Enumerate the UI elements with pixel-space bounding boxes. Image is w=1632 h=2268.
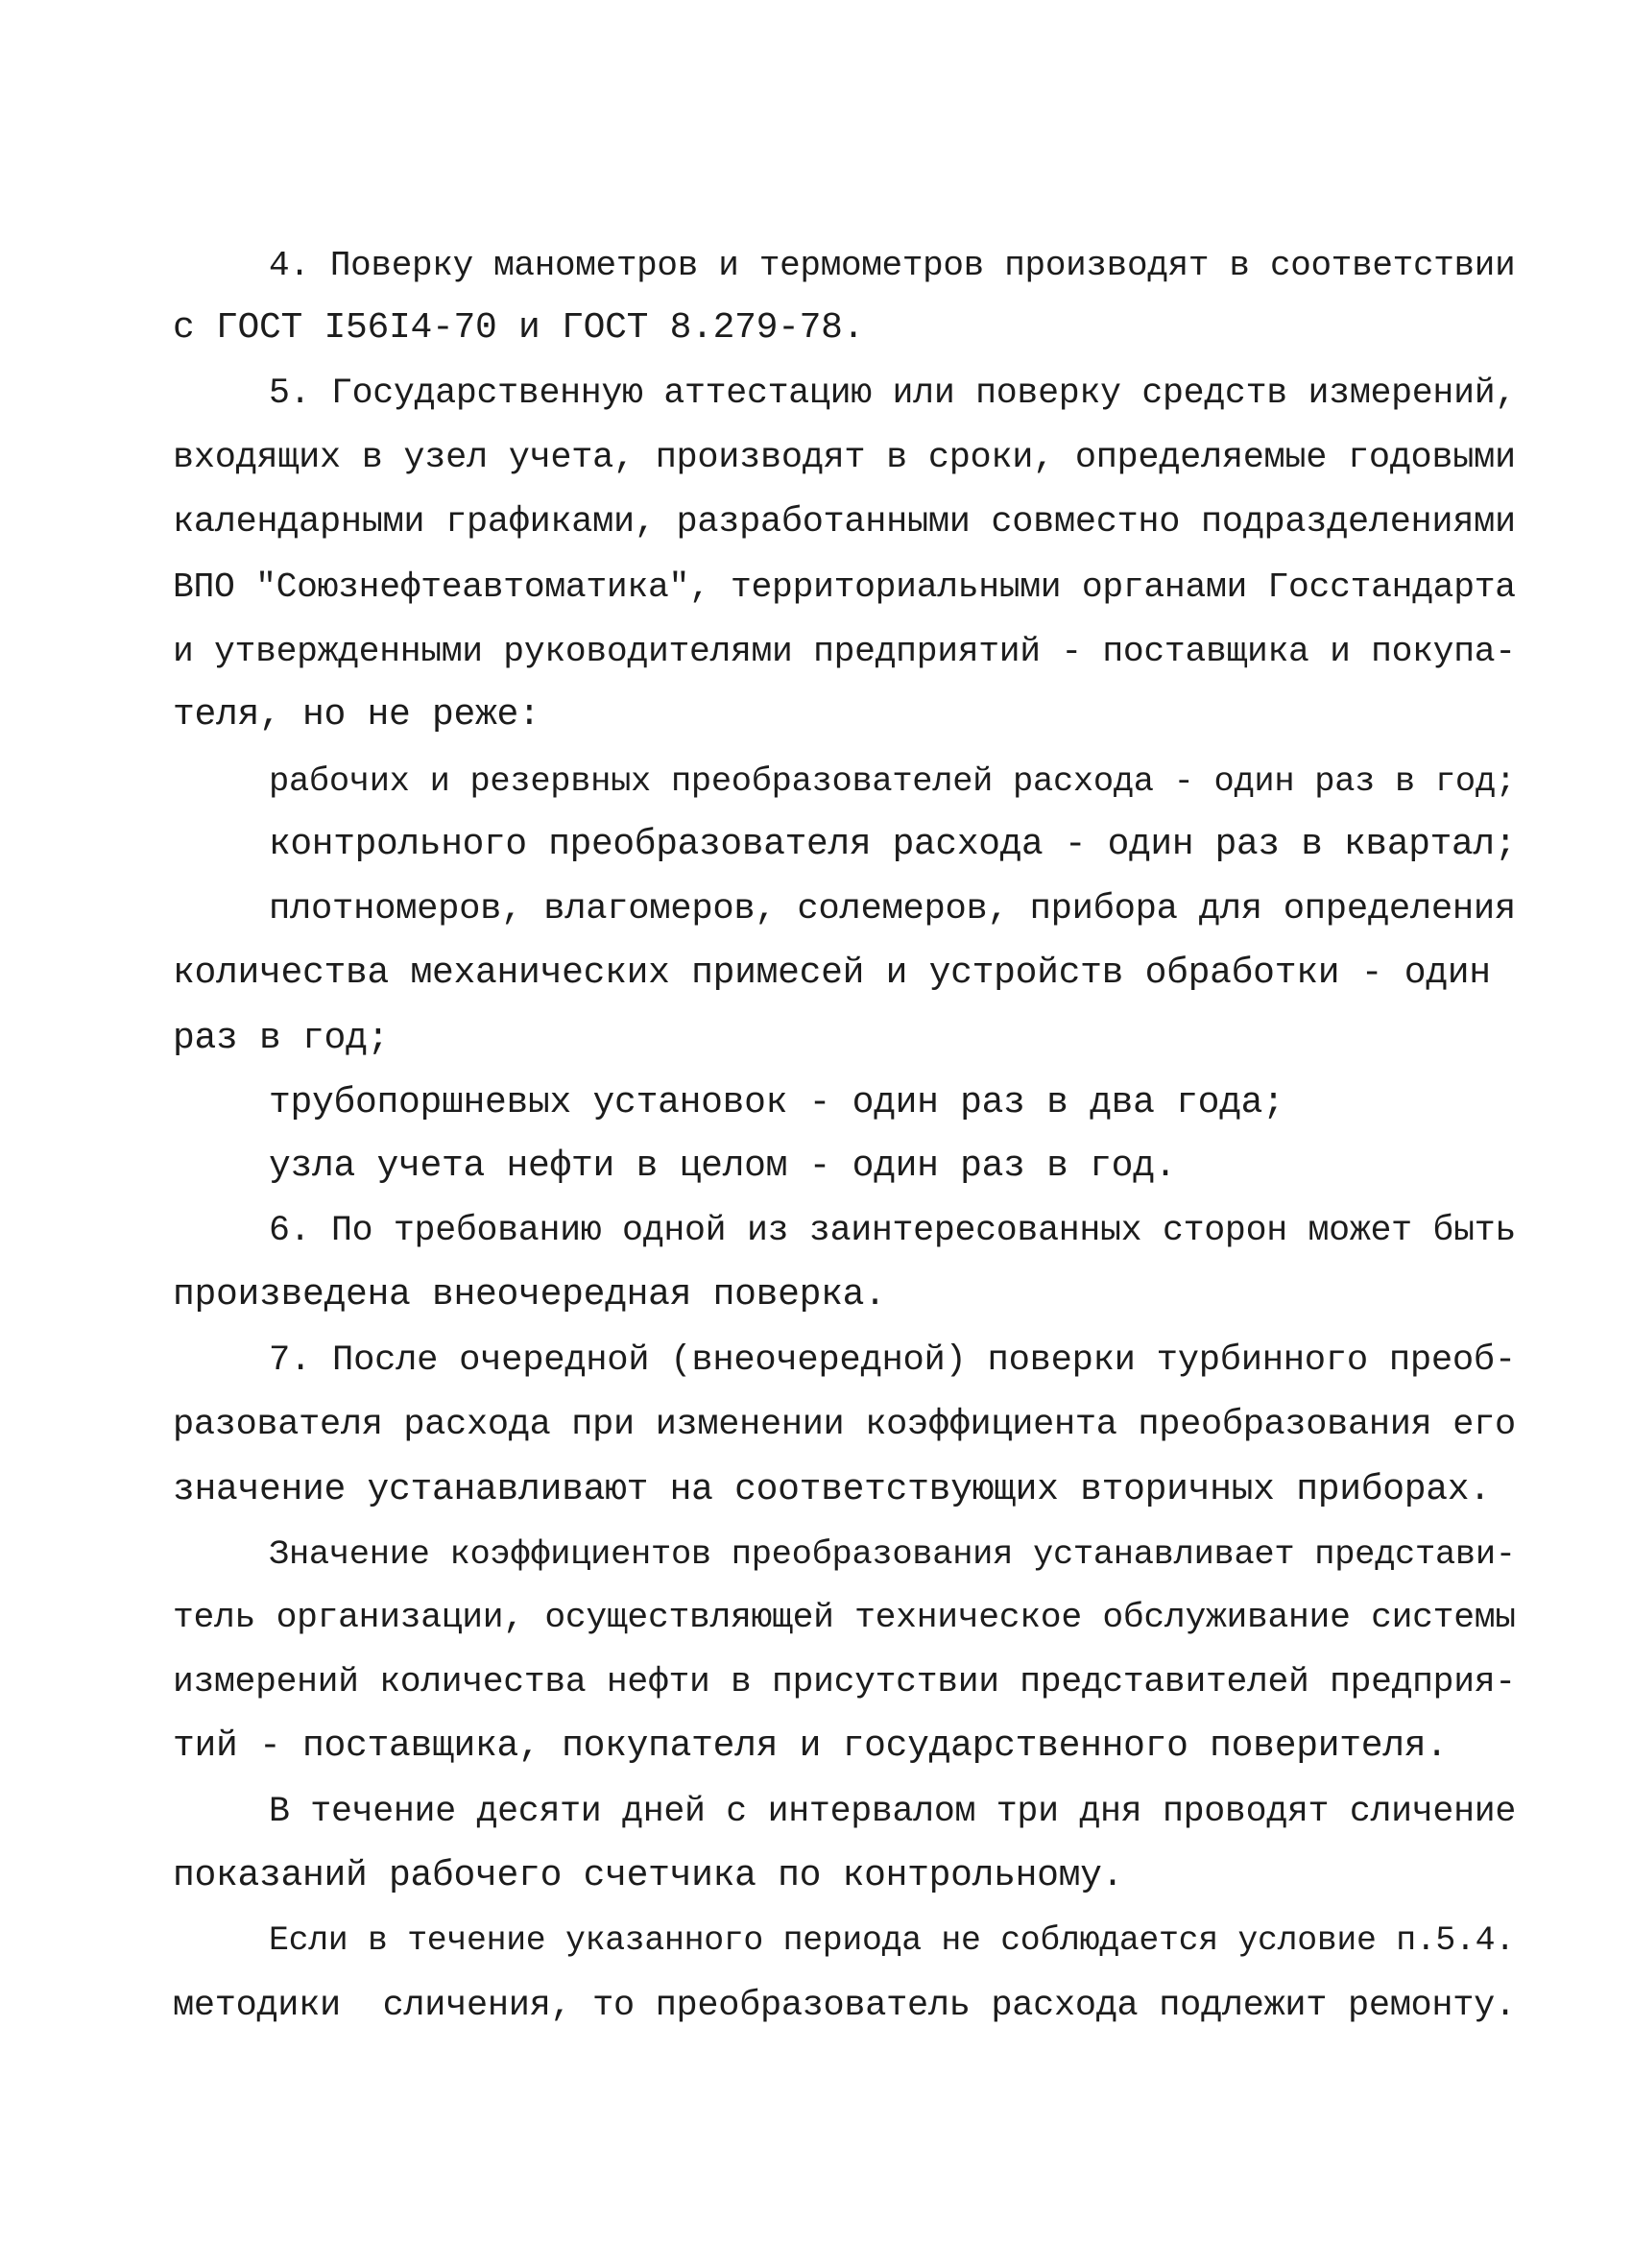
text-line: количества механических примесей и устройств обработки - один bbox=[173, 953, 1491, 994]
text-line: ВПО "Союзнефтеавтоматика", территориальными органами Госстандарта bbox=[173, 567, 1516, 607]
text-line: трубопоршневых установок - один раз в два года; bbox=[269, 1082, 1284, 1123]
text-line: 4. Поверку манометров и термометров производят в соответствии bbox=[269, 246, 1516, 285]
text-line: тель организации, осуществляющей техническое обслуживание системы bbox=[173, 1598, 1516, 1637]
text-line: теля, но не реже: bbox=[173, 694, 540, 736]
text-line: 5. Государственную аттестацию или поверку средств измерений, bbox=[269, 374, 1517, 413]
text-line: методики сличения, то преобразователь расхода подлежит ремонту. bbox=[173, 1986, 1516, 2026]
text-line: тий - поставщика, покупателя и государственного поверителя. bbox=[173, 1725, 1448, 1767]
text-line: 7. После очередной (внеочередной) поверки турбинного преоб- bbox=[269, 1340, 1516, 1381]
text-line: разователя расхода при изменении коэффициента преобразования его bbox=[173, 1405, 1516, 1445]
text-line: Значение коэффициентов преобразования устанавливает представи- bbox=[269, 1535, 1516, 1574]
text-line: контрольного преобразователя расхода - один раз в квартал; bbox=[269, 824, 1517, 865]
text-line: Если в течение указанного периода не соблюдается условие п.5.4. bbox=[269, 1922, 1515, 1960]
text-line: 6. По требованию одной из заинтересованных сторон может быть bbox=[269, 1211, 1517, 1250]
text-line: плотномеров, влагомеров, солемеров, прибора для определения bbox=[269, 889, 1516, 929]
text-line: узла учета нефти в целом - один раз в год. bbox=[269, 1146, 1177, 1187]
text-line: показаний рабочего счетчика по контрольному. bbox=[173, 1855, 1124, 1896]
text-line: раз в год; bbox=[173, 1018, 390, 1059]
text-line: входящих в узел учета, производят в сроки, определяемые годовыми bbox=[173, 438, 1516, 478]
text-line: значение устанавливают на соответствующих вторичных приборах. bbox=[173, 1469, 1491, 1510]
text-line: В течение десяти дней с интервалом три дня проводят сличение bbox=[269, 1792, 1517, 1831]
text-line: с ГОСТ I56I4-70 и ГОСТ 8.279-78. bbox=[173, 307, 865, 349]
text-line: рабочих и резервных преобразователей расхода - один раз в год; bbox=[269, 762, 1516, 801]
text-line: произведена внеочередная поверка. bbox=[173, 1274, 886, 1315]
text-line: и утвержденными руководителями предприятий - поставщика и покупа- bbox=[173, 632, 1516, 671]
text-line: календарными графиками, разработанными совместно подразделениями bbox=[173, 502, 1516, 543]
text-line: измерений количества нефти в присутствии представителей предприя- bbox=[173, 1662, 1516, 1701]
